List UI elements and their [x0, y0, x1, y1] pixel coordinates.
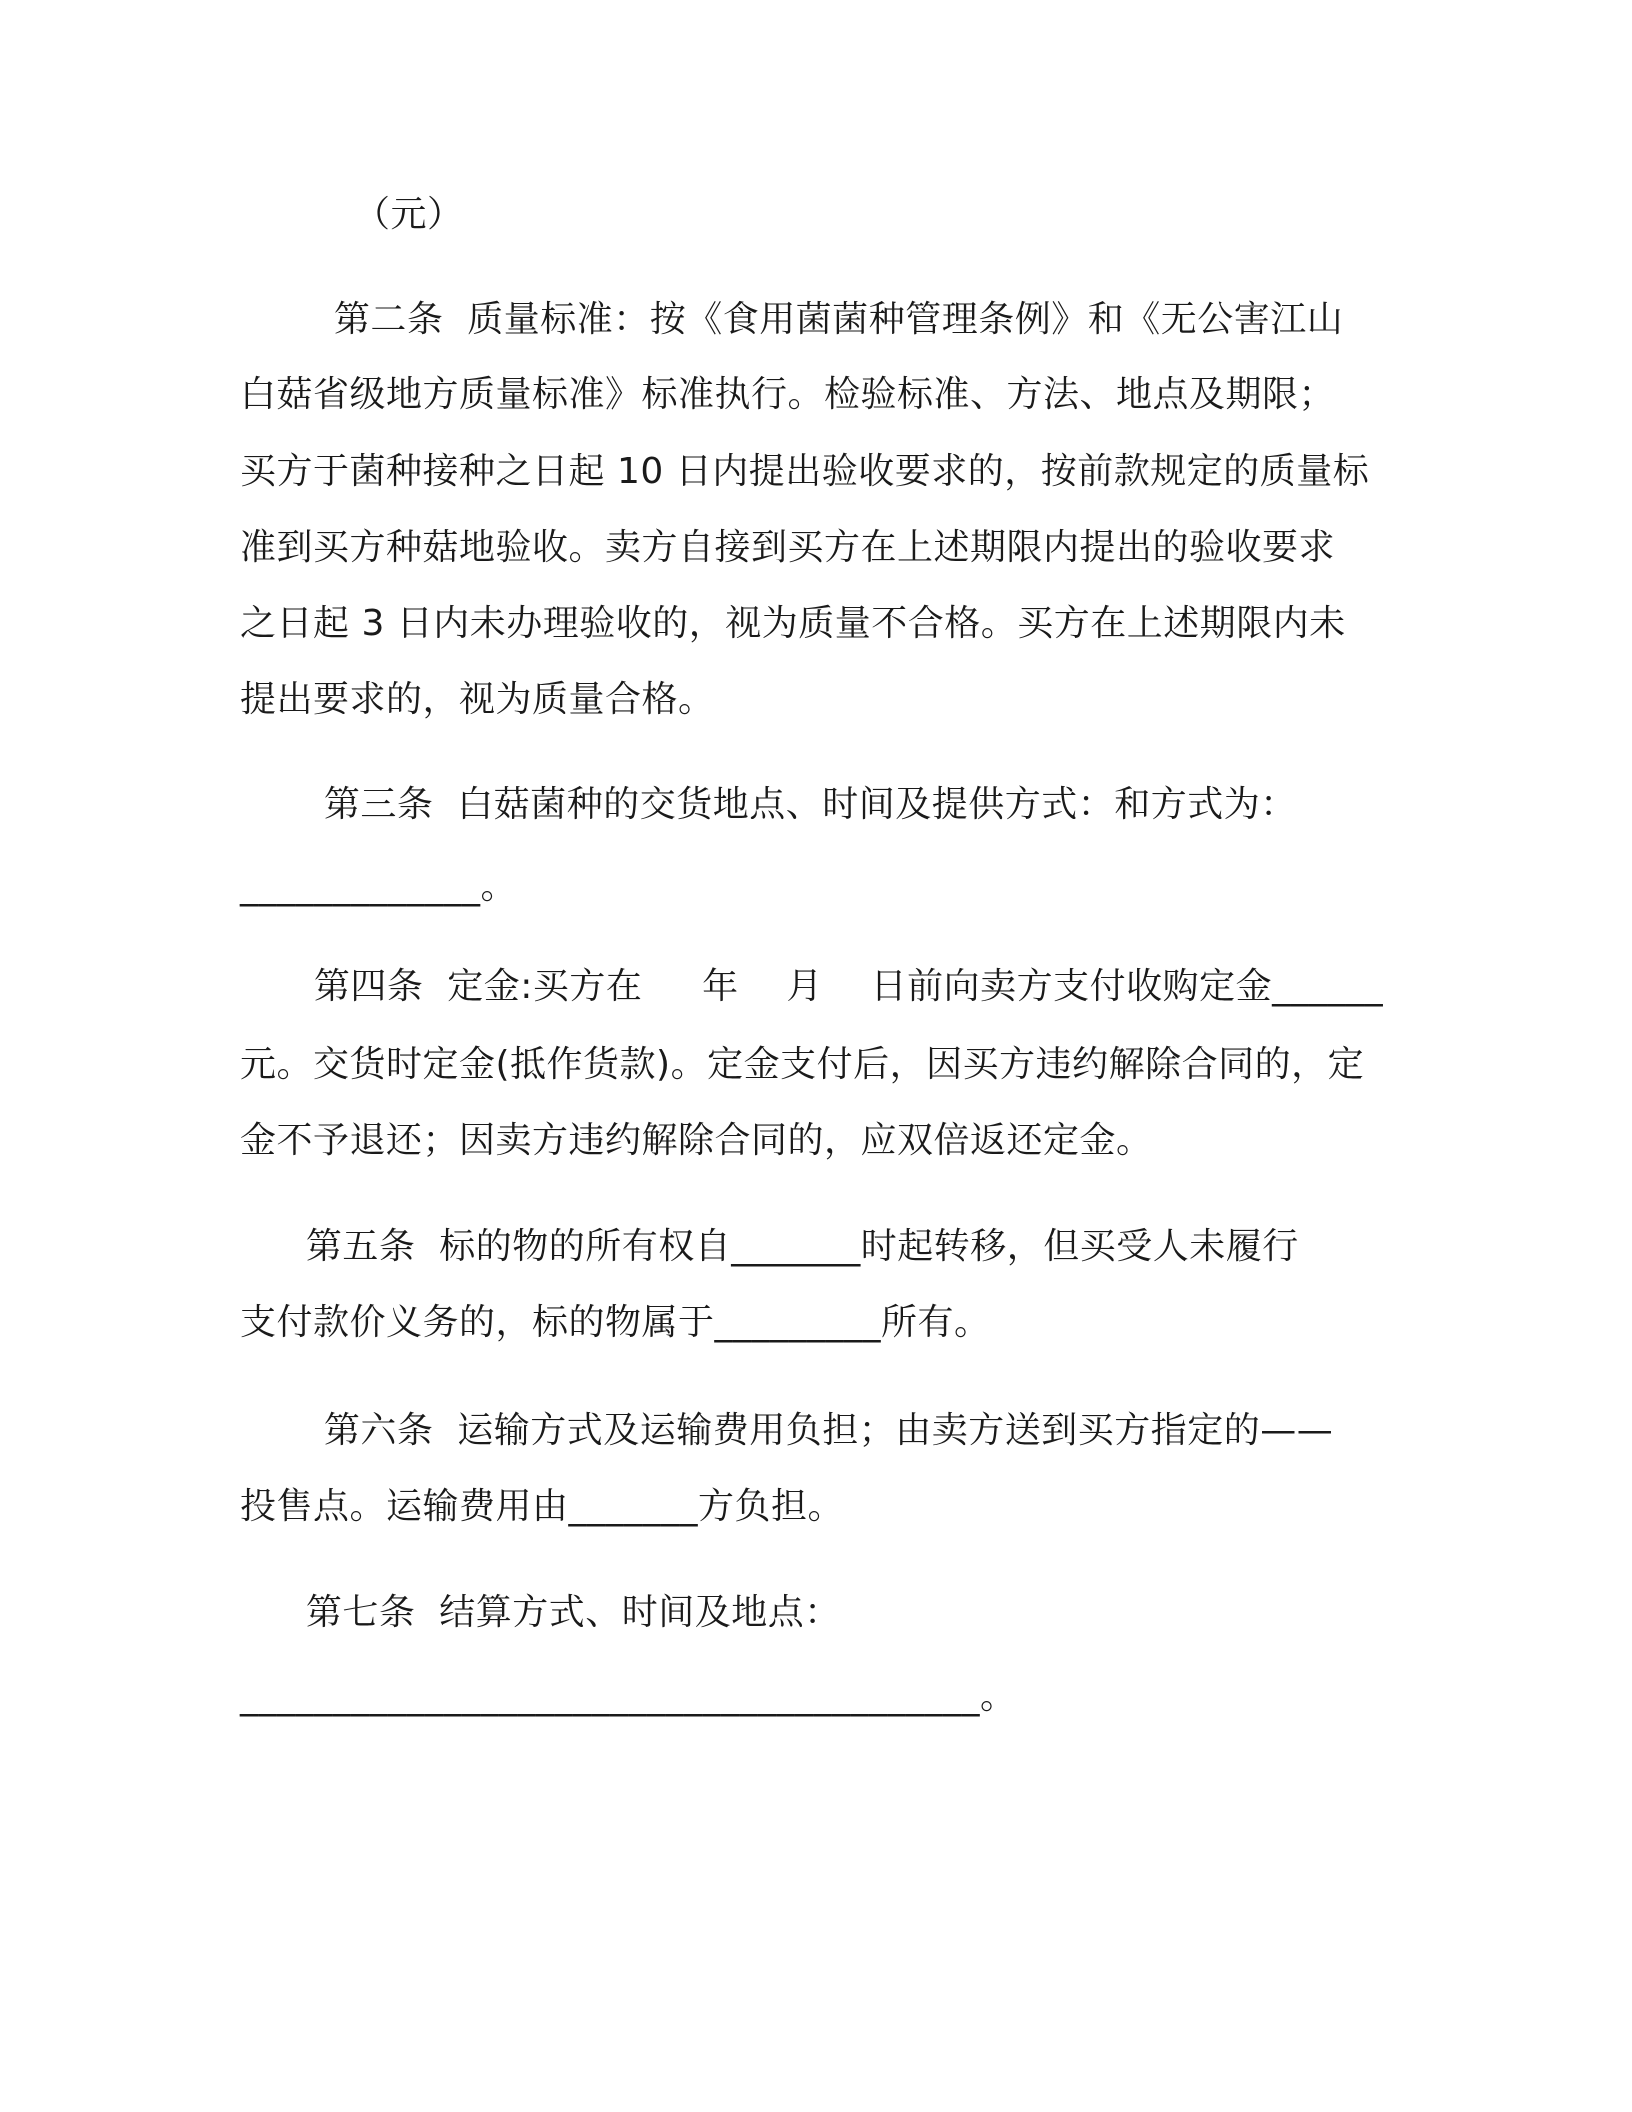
article-2-line-6: 提出要求的，视为质量合格。 [240, 679, 715, 720]
article-2-line-4: 准到买方种菇地验收。卖方自接到买方在上述期限内提出的验收要求 [240, 527, 1336, 568]
article-3-line-1: 第三条 白菇菌种的交货地点、时间及提供方式：和方式为： [300, 784, 1297, 825]
article-2-line-5: 之日起 3 日内未办理验收的，视为质量不合格。买方在上述期限内未 [240, 603, 1346, 644]
article-2-line-1: 第二条 质量标准：按《食用菌菌种管理条例》和《无公害江山 [310, 299, 1344, 340]
article-4-line-3: 金不予退还；因卖方违约解除合同的，应双倍返还定金。 [240, 1120, 1153, 1161]
article-4-line-1: 第四条 定金:买方在 年 月 日前向卖方支付收购定金______ [290, 966, 1384, 1007]
article-2-line-3: 买方于菌种接种之日起 10 日内提出验收要求的，按前款规定的质量标 [240, 451, 1370, 492]
article-5-line-2: 支付款价义务的，标的物属于_________所有。 [240, 1302, 991, 1343]
article-7-line-1: 第七条 结算方式、时间及地点： [282, 1592, 841, 1633]
yuan-unit-line: （元） [354, 194, 464, 235]
article-3-blank: _____________。 [240, 866, 517, 907]
article-2-line-2: 白菇省级地方质量标准》标准执行。检验标准、方法、地点及期限； [240, 374, 1336, 415]
article-6-line-2: 投售点。运输费用由_______方负担。 [240, 1486, 845, 1527]
article-6-line-1: 第六条 运输方式及运输费用负担；由卖方送到买方指定的—— [300, 1410, 1334, 1451]
article-5-line-1: 第五条 标的物的所有权自_______时起转移，但买受人未履行 [282, 1226, 1299, 1267]
article-7-blank: ________________________________________。 [240, 1676, 1017, 1717]
article-4-line-2: 元。交货时定金(抵作货款)。定金支付后，因买方违约解除合同的，定 [240, 1044, 1365, 1085]
